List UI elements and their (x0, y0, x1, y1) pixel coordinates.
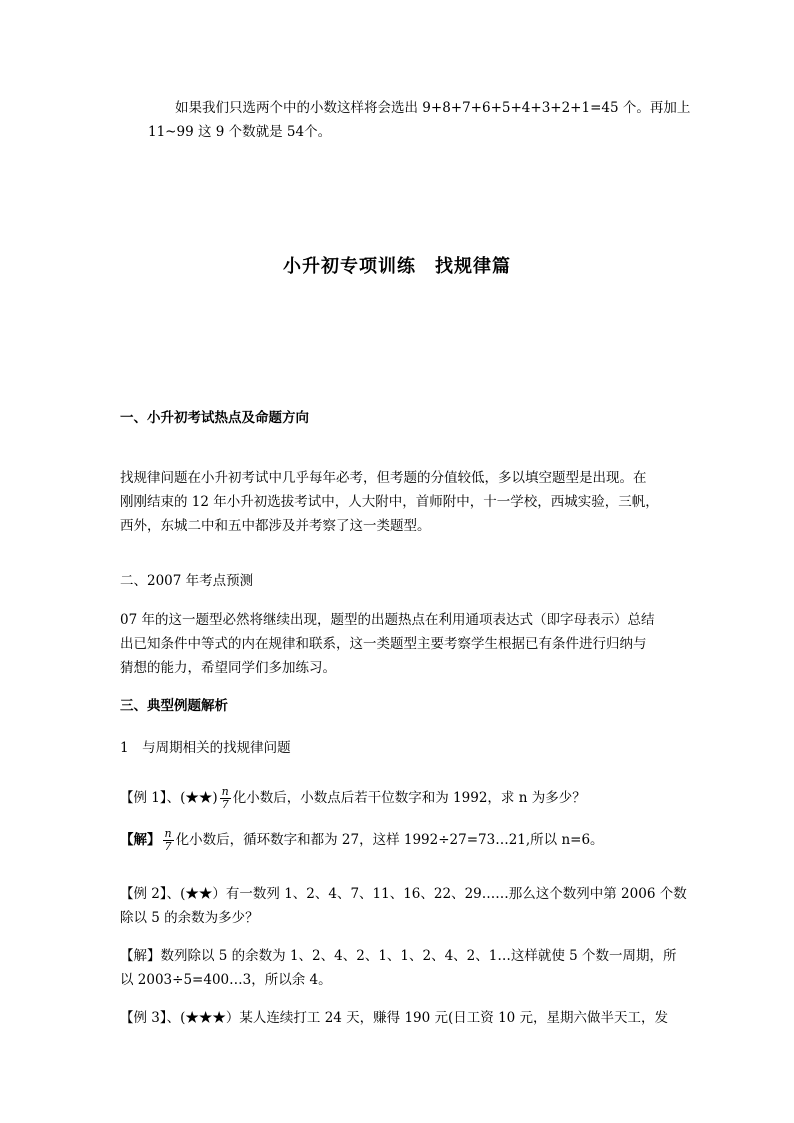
solution-1-text: 化小数后，循环数字和都为 27，这样 1992÷27=73…21,所以 n=6。 (175, 832, 604, 848)
fraction-n-over-7 (220, 786, 231, 811)
solution-2-line-1: 【解】数列除以 5 的余数为 1、2、4、2、1、1、2、4、2、1…这样就使 5 个数一周期，所 (120, 948, 677, 964)
intro-line-2: 11~99 这 9 个数就是 54个。 (148, 124, 332, 140)
fraction-numerator: n (164, 827, 172, 840)
example-3-line-1: 【例 3】、(★★★）某人连续打工 24 天，赚得 190 元(日工资 10 元，星期六做半天工，发 (120, 1010, 669, 1026)
section-2-paragraph-line: 07 年的这一题型必然将继续出现，题型的出题热点在利用通项表达式（即字母表示）总结 (120, 612, 655, 628)
section-2-heading: 二、2007 年考点预测 (120, 573, 254, 589)
section-1-heading: 一、小升初考试热点及命题方向 (120, 410, 309, 426)
section-1-paragraph-line: 找规律问题在小升初考试中几乎每年必考，但考题的分值较低，多以填空题型是出现。在 (120, 470, 647, 486)
solution-2-line-2: 以 2003÷5=400…3，所以余 4。 (120, 972, 332, 988)
intro-line-1: 如果我们只选两个中的小数这样将会选出 9+8+7+6+5+4+3+2+1=45 个。再加上 (175, 100, 691, 116)
solution-1 (120, 828, 604, 853)
fraction-numerator: n (221, 785, 229, 798)
fraction-denominator: 7 (221, 798, 229, 811)
section-1-paragraph-line: 刚刚结束的 12 年小升初选拔考试中，人大附中，首师附中，十一学校，西城实验，三帆， (120, 494, 659, 510)
example-1 (120, 786, 586, 811)
section-3-heading: 三、典型例题解析 (120, 698, 228, 714)
example-1-label: 【例 1】、(★★) (120, 790, 218, 806)
subsection-1-heading: 1 与周期相关的找规律问题 (120, 740, 291, 756)
section-1-paragraph-line: 西外，东城二中和五中都涉及并考察了这一类题型。 (120, 518, 431, 534)
page-title: 小升初专项训练 找规律篇 (283, 256, 511, 277)
example-1-text: 化小数后，小数点后若干位数字和为 1992，求 n 为多少？ (232, 790, 586, 806)
section-2-paragraph-line: 出已知条件中等式的内在规律和联系，这一类题型主要考察学生根据已有条件进行归纳与 (120, 636, 647, 652)
example-2-line-1: 【例 2】、(★★）有一数列 1、2、4、7、11、16、22、29……那么这个数列中第 2006 个数 (120, 886, 687, 902)
solution-1-label: 【解】 (120, 832, 161, 848)
section-2-paragraph-line: 猜想的能力，希望同学们多加练习。 (120, 660, 336, 676)
example-2-line-2: 除以 5 的余数为多少？ (120, 910, 259, 926)
fraction-denominator: 7 (164, 840, 172, 853)
fraction-n-over-7 (163, 828, 174, 853)
